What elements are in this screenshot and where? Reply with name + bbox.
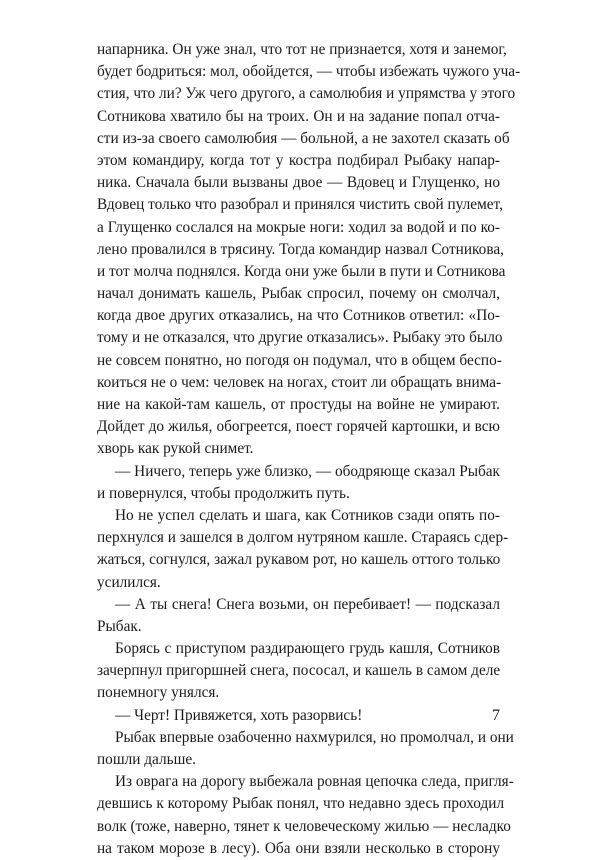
text-line: Из оврага на дорогу выбежала ровная цепочка следа, пригля- <box>115 773 514 791</box>
text-line: стия, что ли? Уж чего другого, а самолюбия и упрямства у этого <box>97 85 516 103</box>
text-line: сти из-за своего самолюбия — больной, а не захотел сказать об <box>97 129 510 147</box>
page-text-block <box>97 39 521 860</box>
text-line: перхнулся и зашелся в долгом нутряном кашле. Стараясь сдер- <box>97 529 509 547</box>
text-line: Борясь с приступом раздирающего грудь кашля, Сотников <box>115 640 500 658</box>
text-line: жаться, согнулся, зажал рукавом рот, но кашель оттого только <box>97 551 501 569</box>
text-line: тому и не отказался, что другие отказались». Рыбаку это было <box>97 329 503 347</box>
text-line: — А ты снега! Снега возьми, он перебивает! — подсказал <box>115 595 500 613</box>
text-line: волк (тоже, наверно, тянет к человеческому жилью — несладко <box>97 817 511 835</box>
page-number: 7 <box>492 707 500 724</box>
text-line: будет бодриться: мол, обойдется, — чтобы избежать чужого уча- <box>97 63 521 81</box>
text-line: ника. Сначала были вызваны двое — Вдовец и Глущенко, но <box>97 174 500 192</box>
text-line: коиться не о чем: человек на ногах, стоит ли обращать внима- <box>97 373 502 391</box>
text-line: напарника. Он уже знал, что тот не признается, хотя и занемог, <box>97 41 507 58</box>
text-line: девшись к которому Рыбак понял, что недавно здесь проходил <box>97 795 505 813</box>
text-line: когда двое других отказались, на что Сотников ответил: «По- <box>97 307 500 325</box>
text-line: Дойдет до жилья, обогреется, поест горячей картошки, и всю <box>97 418 500 436</box>
text-line: понемногу унялся. <box>97 684 220 702</box>
text-line: хворь как рукой снимет. <box>97 440 254 458</box>
text-line: усилился. <box>97 573 161 591</box>
text-line: лено провалился в трясину. Тогда командир назвал Сотникова, <box>97 240 504 258</box>
text-line: и тот молча поднялся. Когда они уже были в пути и Сотникова <box>97 262 506 280</box>
text-line: — Ничего, теперь уже близко, — ободряюще сказал Рыбак <box>115 462 500 480</box>
text-line: Рыбак впервые озабоченно нахмурился, но промолчал, и они <box>115 728 514 746</box>
text-line: Но не успел сделать и шага, как Сотников сзади опять по- <box>115 506 500 524</box>
text-line: и повернулся, чтобы продолжить путь. <box>97 484 350 502</box>
text-line: Вдовец только что разобрал и принялся чистить свой пулемет, <box>97 196 503 214</box>
text-line: ние на какой-там кашель, от простуды на войне не умирают. <box>97 396 500 413</box>
text-line: зачерпнул пригоршней снега, пососал, и кашель в самом деле <box>97 662 501 680</box>
text-line: Рыбак. <box>97 617 142 635</box>
text-line: не совсем понятно, но погодя он подумал, что в общем беспо- <box>97 351 502 369</box>
text-line: на таком морозе в лесу). Оба они взяли несколько в сторону <box>97 839 500 857</box>
text-line: а Глущенко сослался на мокрые ноги: ходил за водой и по ко- <box>97 218 500 236</box>
text-line: начал донимать кашель, Рыбак спросил, почему он смолчал, <box>97 285 500 303</box>
text-line: этом командиру, когда тот у костра подбирал Рыбаку напар- <box>97 151 500 169</box>
text-line: — Черт! Привяжется, хоть разорвись! <box>115 706 363 724</box>
text-line: пошли дальше. <box>97 751 196 768</box>
text-line: Сотникова хватило бы на троих. Он и на задание попал отча- <box>97 107 500 125</box>
